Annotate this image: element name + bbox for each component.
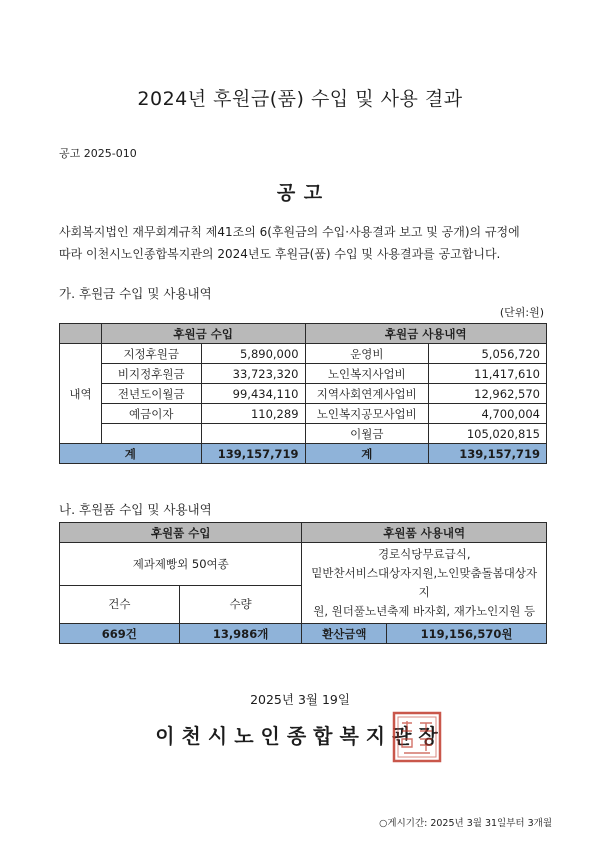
goods-items: 제과제빵외 50여종: [60, 543, 302, 586]
converted-label: 환산금액: [302, 624, 387, 644]
section-2-title: 나. 후원품 수입 및 사용내역: [59, 502, 212, 517]
document-title: 2024년 후원금(품) 수입 및 사용 결과: [137, 88, 463, 110]
row-label: 내역: [60, 344, 102, 444]
income-item: 전년도이월금: [101, 384, 201, 404]
usage-amount: 4,700,004: [429, 404, 547, 424]
posting-period: ○게시기간: 2025년 3월 31일부터 3개월: [379, 818, 552, 829]
goods-usage-header: 후원품 사용내역: [302, 523, 547, 543]
goods-usage-line-3: 원, 원더풀노년축제 바자회, 재가노인지원 등: [313, 604, 536, 618]
converted-value: 119,156,570원: [387, 624, 547, 644]
intro-paragraph: [59, 221, 549, 265]
table-row: [60, 404, 547, 424]
usage-header: 후원금 사용내역: [305, 324, 546, 344]
income-item: 비지정후원금: [101, 364, 201, 384]
unit-label: (단위:원): [499, 306, 544, 319]
income-amount: 33,723,320: [201, 364, 305, 384]
table-row: [60, 364, 547, 384]
goods-usage-line-2: 밑반찬서비스대상자지원,노인맞춤돌봄대상자지: [311, 566, 538, 599]
donation-money-table: [59, 323, 547, 464]
count-value: 669건: [60, 624, 180, 644]
income-amount: [201, 424, 305, 444]
income-amount: 99,434,110: [201, 384, 305, 404]
usage-amount: 12,962,570: [429, 384, 547, 404]
announcement-date: 2025년 3월 19일: [250, 692, 350, 707]
goods-usage-description: [302, 543, 547, 624]
usage-amount: 11,417,610: [429, 364, 547, 384]
income-amount: 110,289: [201, 404, 305, 424]
notice-heading: 공 고: [276, 182, 324, 204]
quantity-label: 수량: [179, 585, 302, 623]
notice-number: 공고 2025-010: [59, 147, 137, 160]
goods-usage-line-1: 경로식당무료급식,: [377, 547, 471, 561]
usage-item: 노인복지공모사업비: [305, 404, 429, 424]
organization-name: 이천시노인종합복지관장: [155, 724, 445, 748]
table-row: [60, 344, 547, 364]
income-item: 예금이자: [101, 404, 201, 424]
table-row: [60, 384, 547, 404]
income-item: [101, 424, 201, 444]
intro-line-2: 따라 이천시노인종합복지관의 2024년도 후원금(품) 수입 및 사용결과를 공고합니다.: [59, 247, 501, 261]
count-label: 건수: [60, 585, 180, 623]
goods-income-header: 후원품 수입: [60, 523, 302, 543]
total-label-usage: 계: [305, 444, 429, 464]
total-row: [60, 444, 547, 464]
usage-item: 노인복지사업비: [305, 364, 429, 384]
usage-item: 이월금: [305, 424, 429, 444]
income-item: 지정후원금: [101, 344, 201, 364]
usage-amount: 105,020,815: [429, 424, 547, 444]
donation-goods-table: [59, 522, 547, 644]
total-row: [60, 624, 547, 644]
intro-line-1: 사회복지법인 재무회계규칙 제41조의 6(후원금의 수입·사용결과 보고 및 공개)의 규정에: [59, 225, 520, 239]
quantity-value: 13,986개: [179, 624, 302, 644]
total-label-income: 계: [60, 444, 202, 464]
usage-item: 지역사회연계사업비: [305, 384, 429, 404]
income-header: 후원금 수입: [101, 324, 305, 344]
total-income: 139,157,719: [201, 444, 305, 464]
official-seal-icon: [392, 711, 442, 763]
usage-item: 운영비: [305, 344, 429, 364]
total-usage: 139,157,719: [429, 444, 547, 464]
income-amount: 5,890,000: [201, 344, 305, 364]
table-row: [60, 424, 547, 444]
usage-amount: 5,056,720: [429, 344, 547, 364]
section-1-title: 가. 후원금 수입 및 사용내역: [59, 286, 212, 301]
